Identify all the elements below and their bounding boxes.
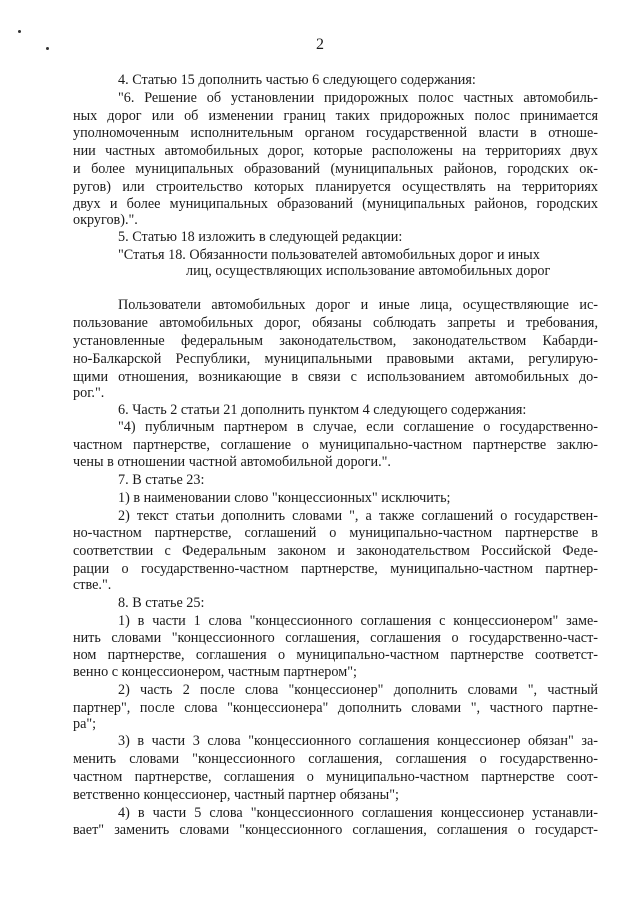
text-line: частном партнерстве, соглашение о муниципально-частном партнерстве заклю- — [73, 437, 598, 454]
text-line: ных дорог или об изменении границ таких придорожных полос принимается — [73, 107, 598, 124]
text-line: щими отношения, возникающие в связи с использованием автомобильных до- — [73, 368, 598, 385]
text-line: 4) в части 5 слова "концессионного соглашения концессионер устанавли- — [118, 804, 598, 821]
text-line: чены в отношении частной автомобильной дороги.". — [73, 454, 391, 471]
text-line: "6. Решение об установлении придорожных полос частных автомобиль- — [118, 89, 598, 106]
text-line: венно с концессионером, частным партнером"; — [73, 664, 357, 681]
text-line: ном партнерстве, соглашения о муниципально-частном партнерстве соответст- — [73, 647, 598, 664]
text-line: уполномоченным исполнительным органом государственной власти в отноше- — [73, 125, 598, 142]
text-line: 7. В статье 23: — [118, 471, 205, 488]
text-line: пользование автомобильных дорог, обязаны соблюдать запреты и требования, — [73, 315, 598, 332]
text-line: соответствии с Федеральным законом и законодательством Российской Феде- — [73, 543, 598, 560]
text-line: 1) в части 1 слова "концессионного соглашения с концессионером" заме- — [118, 612, 598, 629]
text-line: но-Балкарской Республики, муниципальными правовыми актами, регулирую- — [73, 350, 598, 367]
text-line: партнер", после слова "концессионера" дополнить словами ", частного партне- — [73, 699, 598, 716]
text-line: ветственно концессионер, частный партнер обязаны"; — [73, 786, 399, 803]
text-line: вает" заменить словами "концессионного соглашения, соглашения о государст- — [73, 822, 598, 839]
text-line: 1) в наименовании слово "концессионных" исключить; — [118, 489, 451, 506]
text-line: 3) в части 3 слова "концессионного соглашения концессионер обязан" за- — [118, 733, 598, 750]
text-line: установленные федеральным законодательством, законодательством Кабарди- — [73, 332, 598, 349]
text-line: 8. В статье 25: — [118, 594, 205, 611]
text-line: рации о государственно-частном партнерстве, муниципально-частном партнер- — [73, 560, 598, 577]
article-heading-line: лиц, осуществляющих использование автомобильных дорог — [186, 263, 551, 280]
text-line: 2) текст статьи дополнить словами ", а также соглашений о государствен- — [118, 507, 598, 524]
text-line: нии частных автомобильных дорог, которые расположены на территориях двух — [73, 143, 598, 160]
text-line: и более муниципальных образований (муниципальных районов, городских ок- — [73, 160, 598, 177]
text-line: 2) часть 2 после слова "концессионер" дополнить словами ", частный — [118, 682, 598, 699]
text-line: ругов) или строительство которых планируется осуществлять на территориях — [73, 178, 598, 195]
text-line: рог.". — [73, 384, 105, 401]
text-line: частном партнерстве, соглашения о муниципально-частном партнерстве соот- — [73, 769, 598, 786]
text-line: округов).". — [73, 211, 138, 228]
page-number: 2 — [316, 36, 324, 53]
text-line: "4) публичным партнером в случае, если соглашение о государственно- — [118, 419, 598, 436]
text-line: но-частном партнерстве, соглашений о муниципально-частном партнерстве в — [73, 525, 598, 542]
article-heading-line: "Статья 18. Обязанности пользователей автомобильных дорог и иных — [118, 246, 540, 263]
text-line: Пользователи автомобильных дорог и иные лица, осуществляющие ис- — [118, 297, 598, 314]
text-line: менить словами "концессионного соглашения, соглашения о государственно- — [73, 751, 598, 768]
text-line: ра"; — [73, 715, 97, 732]
text-line: 4. Статью 15 дополнить частью 6 следующего содержания: — [118, 72, 476, 88]
text-line: стве.". — [73, 577, 112, 593]
text-line: двух и более муниципальных образований (муниципальных районов, городских — [73, 195, 598, 212]
text-line: 6. Часть 2 статьи 21 дополнить пунктом 4 следующего содержания: — [118, 401, 527, 418]
text-line: 5. Статью 18 изложить в следующей редакции: — [118, 228, 403, 245]
scan-speck — [18, 30, 21, 33]
text-line: нить словами "концессионного соглашения, соглашения о государственно-част- — [73, 630, 598, 647]
